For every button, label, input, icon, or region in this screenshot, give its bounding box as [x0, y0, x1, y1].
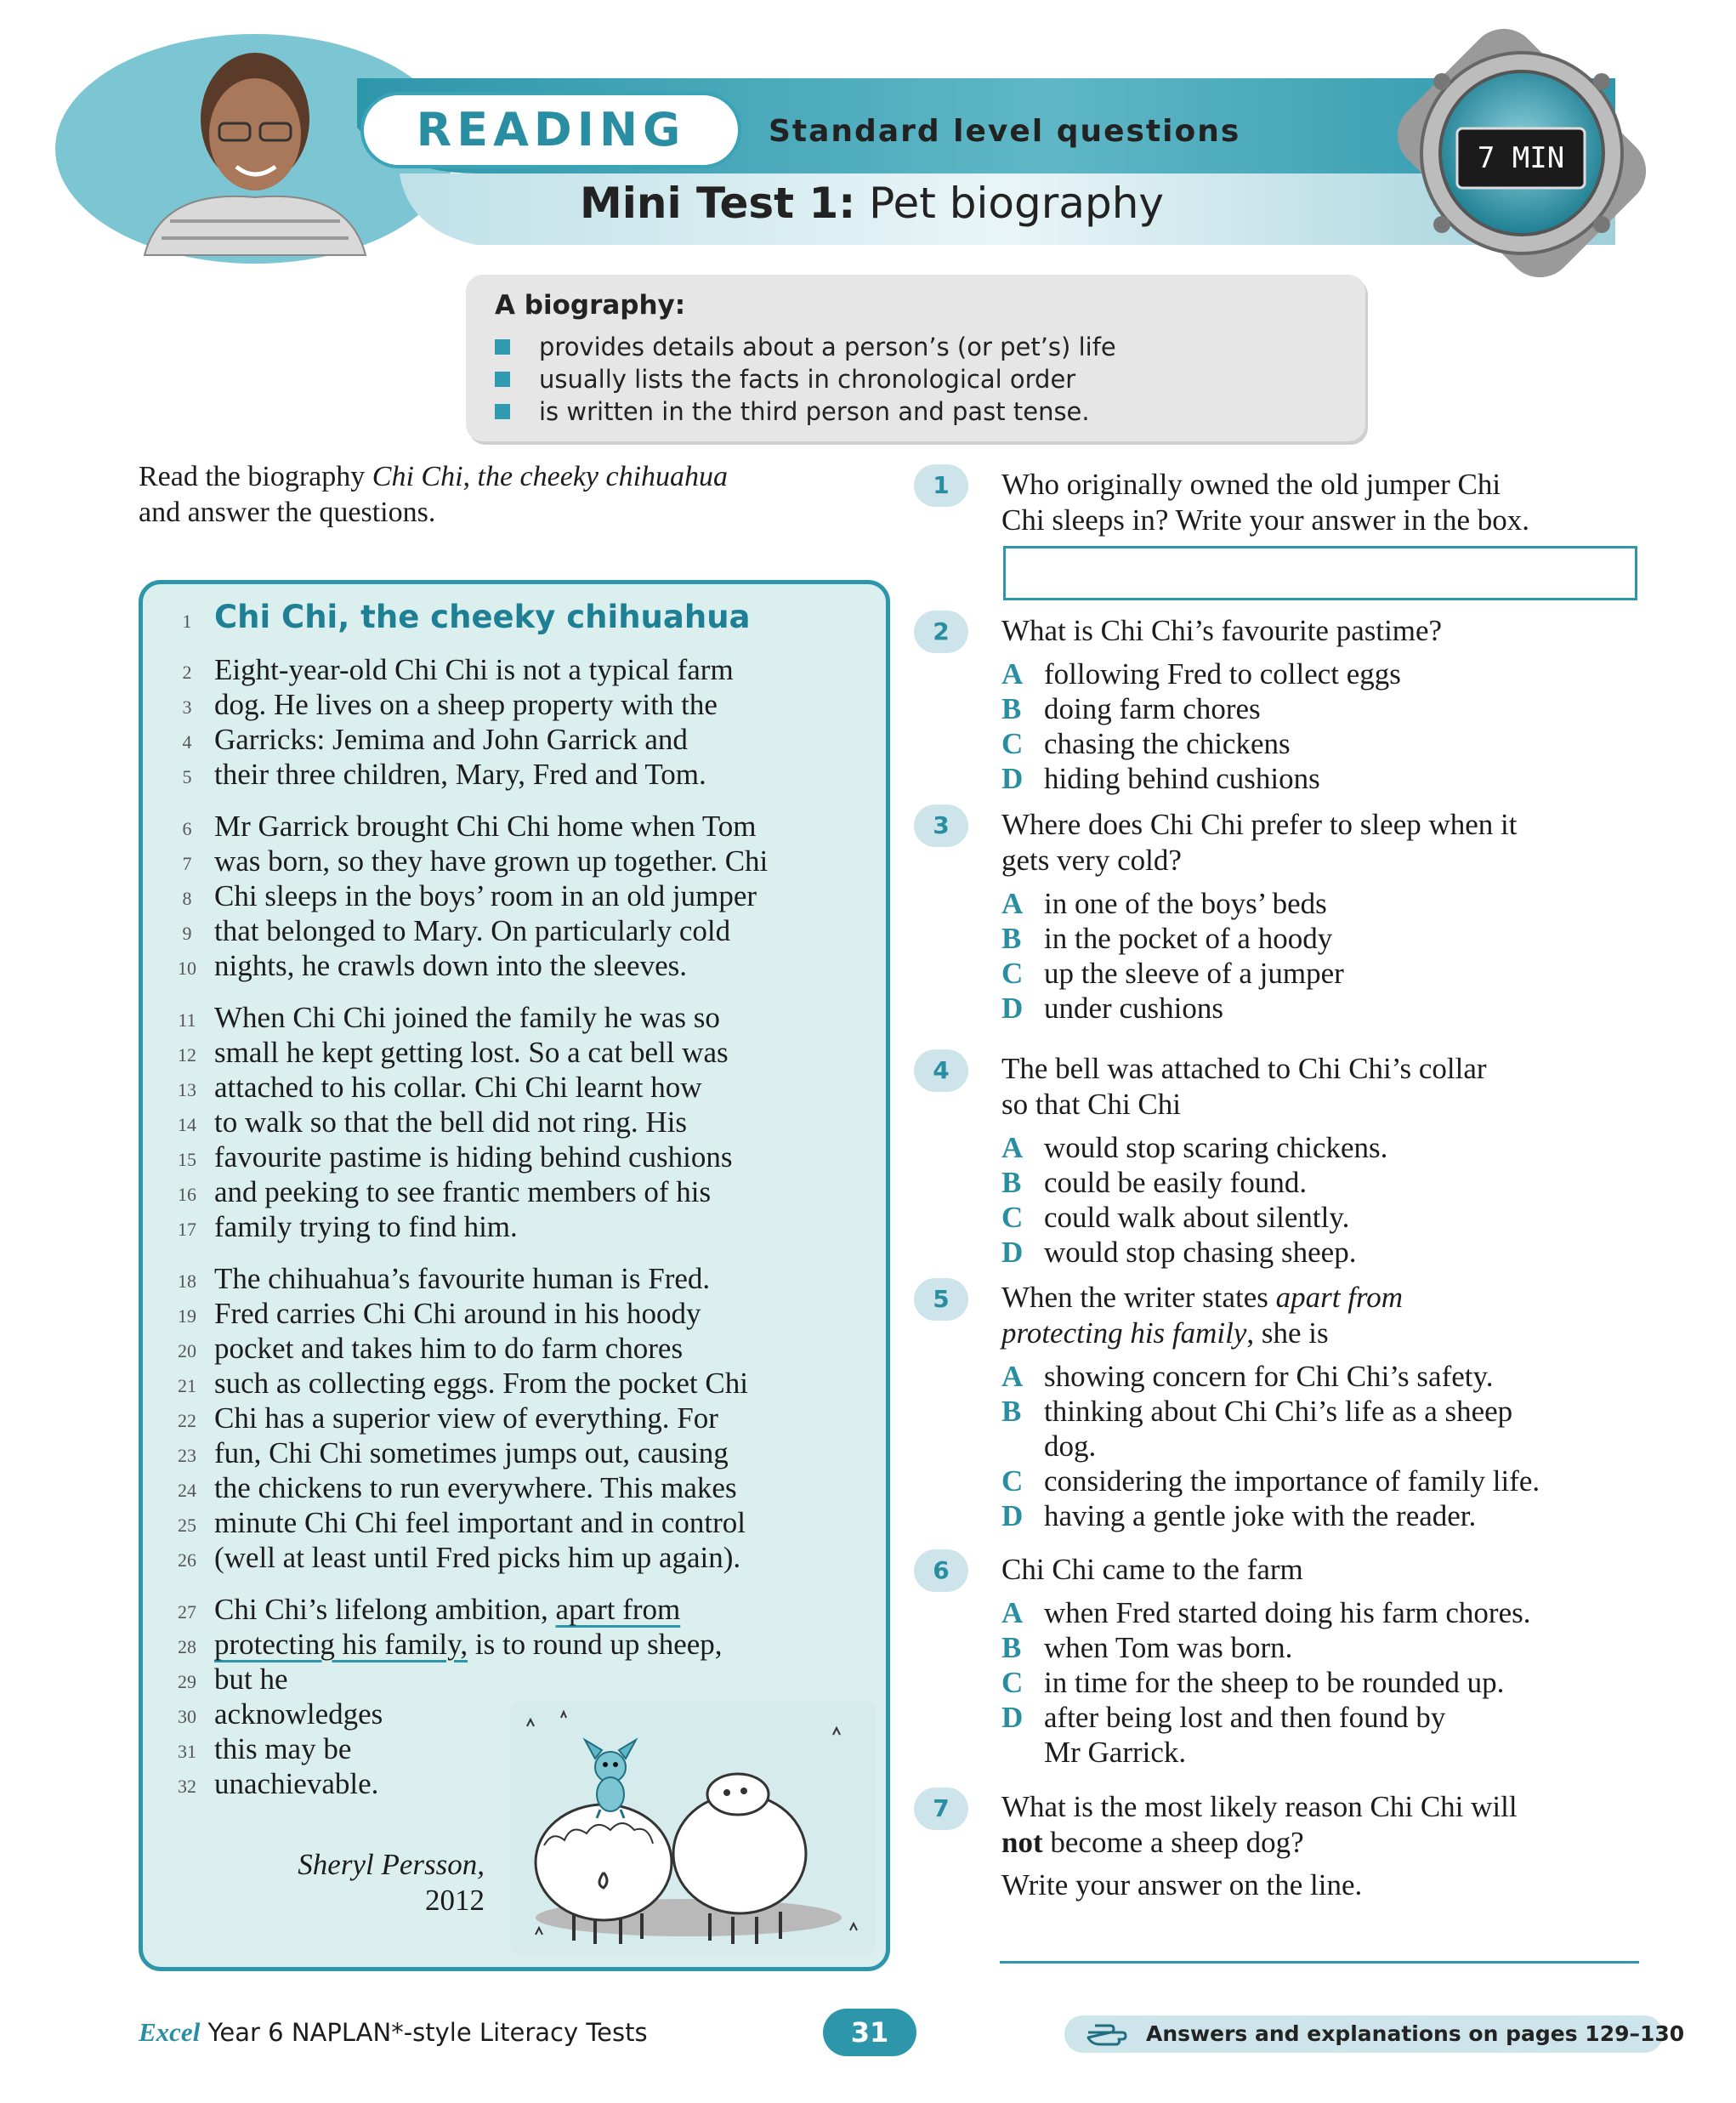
passage-line: favourite pastime is hiding behind cushions	[214, 1140, 733, 1174]
line-number: 1	[182, 611, 192, 632]
option-letter[interactable]: D	[1001, 1701, 1024, 1734]
line-number: 11	[178, 1009, 196, 1031]
passage-line: acknowledges	[214, 1697, 383, 1731]
passage-text: Chi Chi’s lifelong ambition,	[214, 1593, 556, 1626]
passage-line: When Chi Chi joined the family he was so	[214, 1001, 720, 1034]
option-text[interactable]: hiding behind cushions	[1044, 762, 1320, 795]
book-title	[139, 2017, 648, 2048]
definition-item	[495, 397, 1090, 426]
option-letter[interactable]: D	[1001, 762, 1024, 795]
option-text-continued[interactable]: Mr Garrick.	[1044, 1736, 1187, 1769]
option-text[interactable]: considering the importance of family life.	[1044, 1464, 1540, 1498]
line-number: 12	[178, 1044, 196, 1066]
brand-name: Excel	[139, 2017, 201, 2047]
line-number: 20	[178, 1340, 196, 1361]
line-number: 28	[178, 1636, 196, 1657]
definition-item-text: usually lists the facts in chronological order	[539, 365, 1076, 394]
question-quote: apart from	[1275, 1281, 1404, 1314]
section-label: READING	[416, 103, 686, 156]
question-number: 4	[914, 1049, 968, 1092]
line-number: 18	[178, 1270, 196, 1292]
title-rest: Pet biography	[855, 179, 1164, 228]
page-title	[580, 179, 1164, 228]
timer-readout: 7 MIN	[1477, 141, 1565, 175]
option-letter[interactable]: D	[1001, 992, 1024, 1025]
option-text[interactable]: showing concern for Chi Chi’s safety.	[1044, 1360, 1494, 1393]
passage-line: but he	[214, 1663, 288, 1696]
definition-item-text: provides details about a person’s (or pet’s) life	[539, 333, 1116, 361]
passage-line: Eight-year-old Chi Chi is not a typical farm	[214, 653, 734, 686]
pointing-hand-icon	[1085, 2021, 1132, 2048]
line-number: 15	[178, 1149, 196, 1170]
answer-line-input[interactable]	[1000, 1961, 1639, 1964]
instructions-title: Chi Chi, the cheeky chihuahua	[372, 461, 729, 492]
line-number: 10	[178, 958, 196, 979]
option-letter[interactable]: A	[1001, 1596, 1024, 1629]
option-text[interactable]: when Tom was born.	[1044, 1631, 1293, 1664]
passage-line: Chi has a superior view of everything. For	[214, 1401, 718, 1435]
option-letter[interactable]: B	[1001, 692, 1022, 725]
passage-line: (well at least until Fred picks him up again).	[214, 1541, 741, 1574]
passage-line: Mr Garrick brought Chi Chi home when Tom	[214, 810, 757, 843]
passage-line: that belonged to Mary. On particularly cold	[214, 914, 731, 947]
option-text[interactable]: chasing the chickens	[1044, 727, 1291, 760]
passage-line: unachievable.	[214, 1767, 379, 1800]
line-number: 9	[182, 923, 192, 944]
option-text[interactable]: having a gentle joke with the reader.	[1044, 1499, 1477, 1532]
passage-line: Fred carries Chi Chi around in his hoody	[214, 1297, 701, 1330]
option-text[interactable]: up the sleeve of a jumper	[1044, 957, 1344, 990]
option-letter[interactable]: B	[1001, 1166, 1022, 1199]
passage-text: is to round up sheep,	[468, 1628, 723, 1661]
book-name: Year 6 NAPLAN*-style Literacy Tests	[200, 2018, 648, 2047]
line-number: 14	[178, 1114, 196, 1135]
line-number: 29	[178, 1671, 196, 1692]
passage-line: The chihuahua’s favourite human is Fred.	[214, 1262, 711, 1295]
definition-title: A biography:	[495, 290, 686, 321]
option-letter[interactable]: D	[1001, 1236, 1024, 1269]
question-text-part: When the writer states	[1001, 1281, 1276, 1314]
passage-line: small he kept getting lost. So a cat bell was	[214, 1036, 729, 1069]
line-number: 5	[182, 766, 192, 787]
option-text[interactable]: in the pocket of a hoody	[1044, 922, 1333, 955]
line-number: 31	[178, 1741, 196, 1762]
question-text: The bell was attached to Chi Chi’s collar	[1001, 1052, 1487, 1085]
question-text: Write your answer on the line.	[1001, 1868, 1363, 1901]
definition-item	[495, 333, 1116, 361]
line-number: 23	[178, 1445, 196, 1466]
line-number: 32	[178, 1776, 196, 1797]
option-letter[interactable]: C	[1001, 1666, 1024, 1699]
passage-line: such as collecting eggs. From the pocket Chi	[214, 1367, 748, 1400]
option-text[interactable]: in one of the boys’ beds	[1044, 887, 1327, 920]
line-number: 16	[178, 1184, 196, 1205]
passage-line: was born, so they have grown up together. Chi	[214, 844, 769, 878]
line-number: 26	[178, 1549, 196, 1571]
option-letter[interactable]: A	[1001, 887, 1024, 920]
option-text[interactable]: following Fred to collect eggs	[1044, 657, 1401, 691]
answers-reference	[1064, 2015, 1685, 2053]
line-number: 27	[178, 1601, 196, 1623]
option-letter[interactable]: C	[1001, 727, 1024, 760]
passage-line: Chi sleeps in the boys’ room in an old jumper	[214, 879, 757, 912]
option-letter[interactable]: B	[1001, 1395, 1022, 1428]
line-number: 30	[178, 1706, 196, 1727]
line-number: 21	[178, 1375, 196, 1396]
line-number: 24	[178, 1480, 196, 1501]
question-text	[1001, 1826, 1304, 1860]
chihuahua-sheep-illustration	[510, 1701, 876, 1956]
instructions-text: and answer the questions.	[139, 497, 436, 528]
bullet-square-icon	[495, 404, 510, 419]
question-text: What is the most likely reason Chi Chi will	[1001, 1790, 1518, 1823]
line-number: 13	[178, 1079, 196, 1100]
bullet-square-icon	[495, 372, 510, 387]
option-text[interactable]: doing farm chores	[1044, 692, 1261, 725]
line-number: 3	[182, 696, 192, 718]
passage-line: attached to his collar. Chi Chi learnt how	[214, 1071, 702, 1104]
passage-line: this may be	[214, 1732, 352, 1765]
option-text[interactable]: could be easily found.	[1044, 1166, 1308, 1199]
question-number: 7	[914, 1788, 968, 1830]
section-pill	[360, 92, 741, 168]
line-number: 25	[178, 1515, 196, 1536]
option-text[interactable]: when Fred started doing his farm chores.	[1044, 1596, 1531, 1629]
question-text: Where does Chi Chi prefer to sleep when it	[1001, 808, 1518, 841]
passage-title: Chi Chi, the cheeky chihuahua	[214, 599, 751, 635]
title-bold: Mini Test 1:	[580, 179, 856, 228]
question-number: 5	[914, 1278, 968, 1321]
option-text[interactable]: thinking about Chi Chi’s life as a sheep	[1044, 1395, 1513, 1428]
option-text[interactable]: would stop scaring chickens.	[1044, 1131, 1388, 1164]
definition-box	[466, 275, 1365, 441]
option-text[interactable]: after being lost and then found by	[1044, 1701, 1446, 1734]
question-number: 3	[914, 804, 968, 847]
page-number: 31	[823, 2009, 916, 2056]
passage-line: nights, he crawls down into the sleeves.	[214, 949, 688, 982]
underlined-phrase: protecting his family,	[214, 1628, 468, 1661]
option-text[interactable]: could walk about silently.	[1044, 1201, 1350, 1234]
option-letter[interactable]: A	[1001, 1131, 1024, 1164]
passage-line: to walk so that the bell did not ring. His	[214, 1105, 688, 1139]
passage-line: the chickens to run everywhere. This makes	[214, 1471, 737, 1504]
bullet-square-icon	[495, 339, 510, 355]
question-emphasis: not	[1001, 1826, 1043, 1859]
option-text[interactable]: under cushions	[1044, 992, 1223, 1025]
question-text: gets very cold?	[1001, 844, 1182, 877]
answers-text: Answers and explanations on pages 129–130	[1146, 2021, 1685, 2046]
passage-line	[214, 1628, 723, 1662]
option-letter[interactable]: A	[1001, 1360, 1024, 1393]
line-number: 6	[182, 818, 192, 839]
line-number: 22	[178, 1410, 196, 1431]
line-number: 4	[182, 731, 192, 753]
author-year: 2012	[425, 1884, 485, 1917]
option-letter[interactable]: B	[1001, 922, 1022, 955]
definition-item	[495, 365, 1075, 394]
passage-line: their three children, Mary, Fred and Tom.	[214, 758, 706, 791]
question-text: Chi sleeps in? Write your answer in the box.	[1001, 503, 1530, 537]
option-letter[interactable]: B	[1001, 1631, 1022, 1664]
question-number: 6	[914, 1549, 968, 1592]
question-number: 1	[914, 464, 968, 507]
author-credit	[230, 1847, 485, 1918]
passage-line: Garricks: Jemima and John Garrick and	[214, 723, 688, 756]
passage-line: dog. He lives on a sheep property with the	[214, 688, 718, 721]
question-text: so that Chi Chi	[1001, 1088, 1181, 1121]
question-text: Chi Chi came to the farm	[1001, 1553, 1303, 1586]
passage-line: family trying to find him.	[214, 1210, 518, 1243]
line-number: 8	[182, 888, 192, 909]
passage-line: fun, Chi Chi sometimes jumps out, causing	[214, 1436, 729, 1469]
option-letter[interactable]: C	[1001, 1201, 1024, 1234]
question-quote: protecting his family	[1001, 1316, 1247, 1350]
passage-line	[214, 1593, 680, 1627]
passage-line: minute Chi Chi feel important and in control	[214, 1506, 746, 1539]
option-text-continued[interactable]: dog.	[1044, 1429, 1097, 1463]
option-letter[interactable]: C	[1001, 957, 1024, 990]
question-text: What is Chi Chi’s favourite pastime?	[1001, 614, 1443, 647]
line-number: 2	[182, 662, 192, 683]
question-text	[1001, 1316, 1329, 1350]
question-text-part: , she is	[1246, 1316, 1329, 1350]
question-text: Who originally owned the old jumper Chi	[1001, 468, 1501, 501]
option-letter[interactable]: A	[1001, 657, 1024, 691]
definition-item-text: is written in the third person and past tense.	[539, 397, 1090, 426]
option-letter[interactable]: D	[1001, 1499, 1024, 1532]
line-number: 7	[182, 853, 192, 874]
answer-box-input[interactable]	[1003, 546, 1637, 600]
option-letter[interactable]: C	[1001, 1464, 1024, 1498]
question-text-part: become a sheep dog?	[1042, 1826, 1304, 1859]
instructions	[139, 459, 887, 531]
question-number: 2	[914, 611, 968, 653]
instructions-text: Read the biography	[139, 461, 372, 492]
question-text	[1001, 1281, 1403, 1315]
underlined-phrase: apart from	[555, 1593, 681, 1626]
passage-line: pocket and takes him to do farm chores	[214, 1332, 684, 1365]
option-text[interactable]: would stop chasing sheep.	[1044, 1236, 1357, 1269]
author-name: Sheryl Persson,	[298, 1848, 485, 1881]
level-label: Standard level questions	[769, 114, 1241, 149]
line-number: 17	[178, 1219, 196, 1240]
passage-line: and peeking to see frantic members of his	[214, 1175, 712, 1208]
option-text[interactable]: in time for the sheep to be rounded up.	[1044, 1666, 1505, 1699]
line-number: 19	[178, 1305, 196, 1327]
